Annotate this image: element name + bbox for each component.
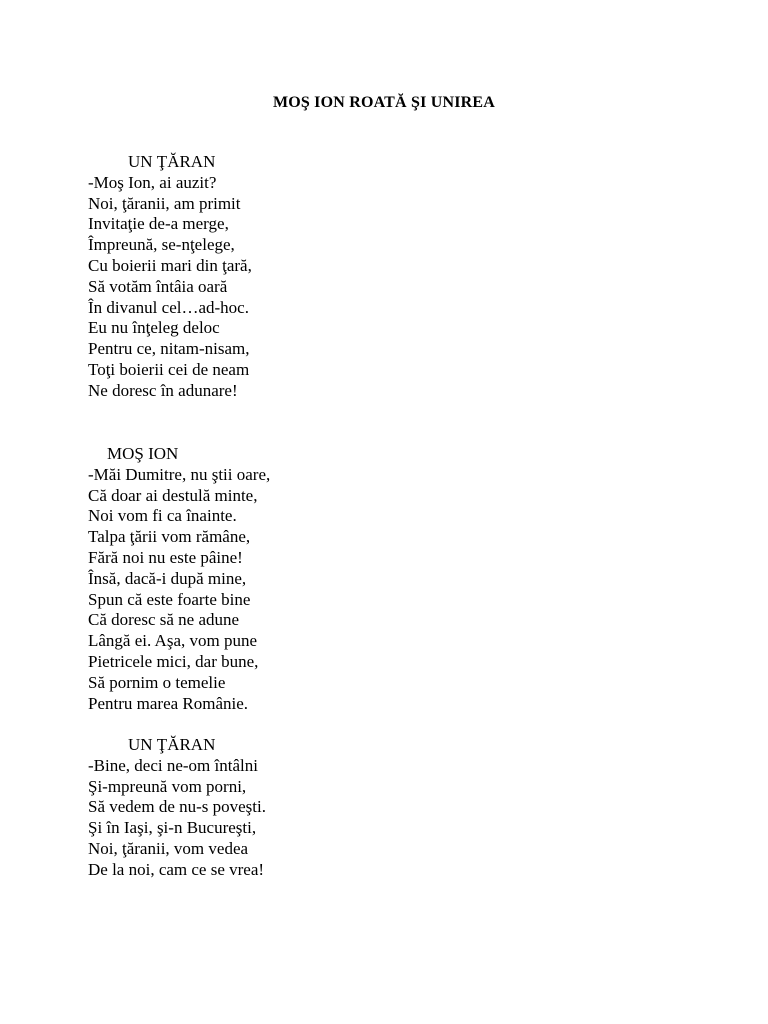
verse-line: Şi-mpreună vom porni, xyxy=(88,776,247,796)
verse-line: Eu nu înţeleg deloc xyxy=(88,318,220,338)
verse-line: Împreună, se-nţelege, xyxy=(88,235,235,255)
verse-line: Să pornim o temelie xyxy=(88,672,226,692)
verse-line: Pietricele mici, dar bune, xyxy=(88,651,259,671)
verse-line: Să votăm întâia oară xyxy=(88,276,228,296)
verse-line: Să vedem de nu-s poveşti. xyxy=(88,797,266,817)
stanza-2 xyxy=(88,444,488,714)
verse-line: Invitaţie de-a merge, xyxy=(88,214,229,234)
speaker-label: UN ŢĂRAN xyxy=(128,152,216,171)
speaker-label: MOŞ ION xyxy=(107,444,179,463)
verse-line: Pentru ce, nitam-nisam, xyxy=(88,339,250,359)
verse-line: În divanul cel…ad-hoc. xyxy=(88,297,249,317)
verse-line: Că doar ai destulă minte, xyxy=(88,485,258,505)
verse-line: Cu boierii mari din ţară, xyxy=(88,255,252,275)
stanza-1 xyxy=(88,152,488,402)
verse-line: Noi vom fi ca înainte. xyxy=(88,506,237,526)
verse-line: Lângă ei. Aşa, vom pune xyxy=(88,631,258,651)
verse-line: Şi în Iaşi, şi-n Bucureşti, xyxy=(88,818,257,838)
verse-line: Talpa ţării vom rămâne, xyxy=(88,527,251,547)
verse-line: Noi, ţăranii, am primit xyxy=(88,193,241,213)
verse-line: -Măi Dumitre, nu ştii oare, xyxy=(88,464,271,484)
verse-line: De la noi, cam ce se vrea! xyxy=(88,859,265,879)
speaker-label: UN ŢĂRAN xyxy=(128,735,216,754)
verse-line: Pentru marea Românie. xyxy=(88,693,249,713)
verse-line: -Bine, deci ne-om întâlni xyxy=(88,755,258,775)
stanza-3 xyxy=(88,735,488,881)
verse-line: Toţi boierii cei de neam xyxy=(88,359,250,379)
verse-line: -Moş Ion, ai auzit? xyxy=(88,172,217,192)
verse-line: Fără noi nu este pâine! xyxy=(88,547,243,567)
verse-line: Noi, ţăranii, vom vedea xyxy=(88,838,249,858)
verse-line: Ne doresc în adunare! xyxy=(88,380,238,400)
poem-title: MOŞ ION ROATĂ ŞI UNIREA xyxy=(272,94,496,111)
verse-line: Însă, dacă-i după mine, xyxy=(88,568,247,588)
verse-line: Spun că este foarte bine xyxy=(88,589,251,609)
verse-line: Că doresc să ne adune xyxy=(88,610,240,630)
